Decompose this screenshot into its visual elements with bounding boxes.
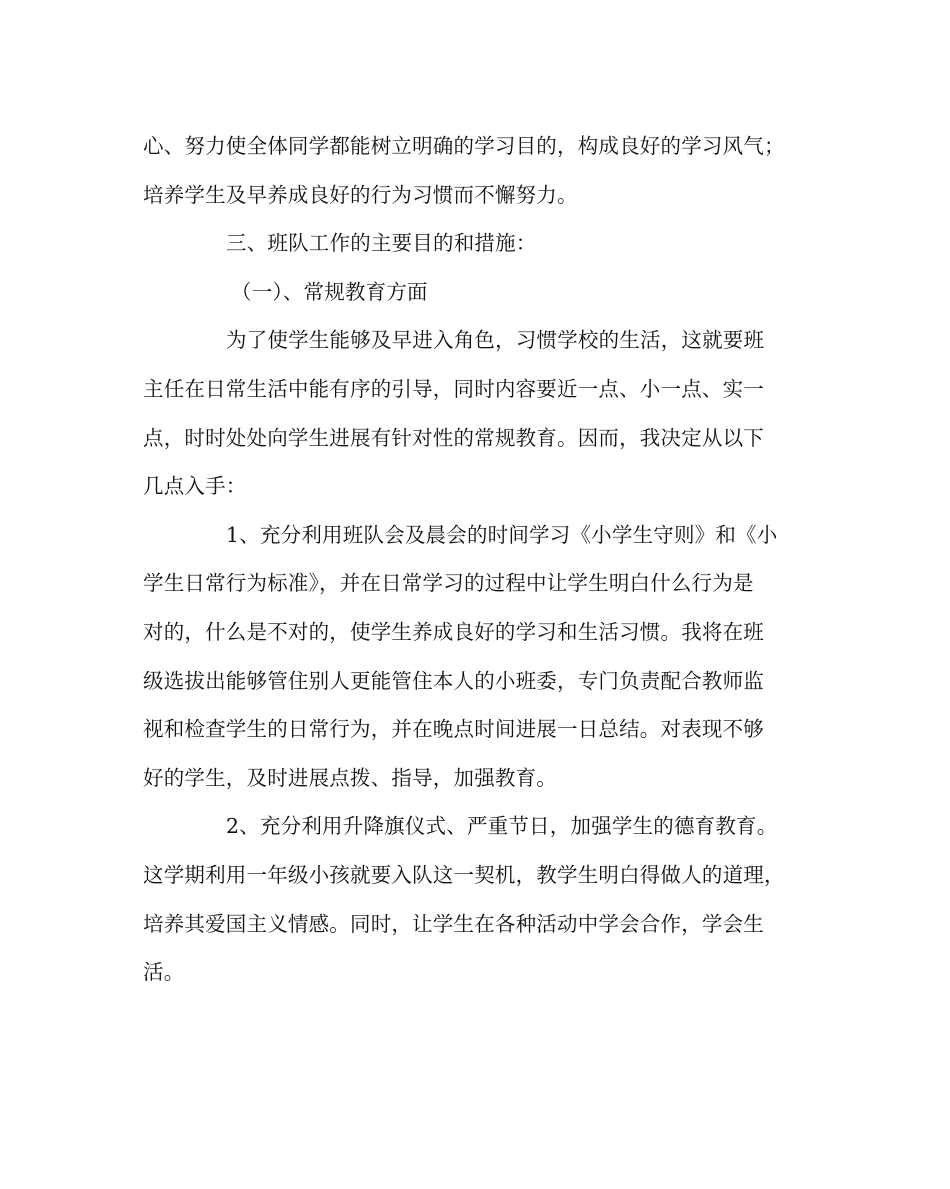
text-line: 活。 [143, 960, 185, 985]
document-body [143, 126, 808, 1001]
text-line: 培养其爱国主义情感。同时，让学生在各种活动中学会合作，学会生 [143, 911, 764, 936]
section-heading: 三、班队工作的主要目的和措施： [226, 231, 537, 256]
text-line: 对的，什么是不对的，使学生养成良好的学习和生活习惯。我将在班 [143, 619, 764, 644]
text-line: 几点入手： [143, 474, 247, 499]
text-line: 主任在日常生活中能有序的引导，同时内容要近一点、小一点、实一 [143, 376, 764, 401]
text-line: 培养学生及早养成良好的行为习惯而不懈努力。 [143, 182, 578, 207]
list-item-2-start: 2、充分利用升降旗仪式、严重节日，加强学生的德育教育。 [226, 814, 778, 839]
text-line: 点，时时处处向学生进展有针对性的常规教育。因而，我决定从以下 [143, 425, 764, 450]
text-line: 这学期利用一年级小孩就要入队这一契机，教学生明白得做人的道理， [143, 862, 785, 887]
subsection-heading: （一）、常规教育方面 [231, 279, 428, 304]
text-line: 好的学生，及时进展点拨、指导，加强教育。 [143, 765, 557, 790]
text-line: 心、努力使全体同学都能树立明确的学习目的，构成良好的学习风气； [143, 134, 785, 158]
list-item-1-start: 1、充分利用班队会及晨会的时间学习《小学生守则》和《小 [226, 522, 778, 547]
text-line: 学生日常行为标准》，并在日常学习的过程中让学生明白什么行为是 [143, 571, 754, 596]
paragraph-start: 为了使学生能够及早进入角色，习惯学校的生活，这就要班 [226, 328, 765, 353]
text-line: 视和检查学生的日常行为，并在晚点时间进展一日总结。对表现不够 [143, 717, 764, 742]
text-line: 级选拔出能够管住别人更能管住本人的小班委，专门负责配合教师监 [143, 668, 764, 693]
